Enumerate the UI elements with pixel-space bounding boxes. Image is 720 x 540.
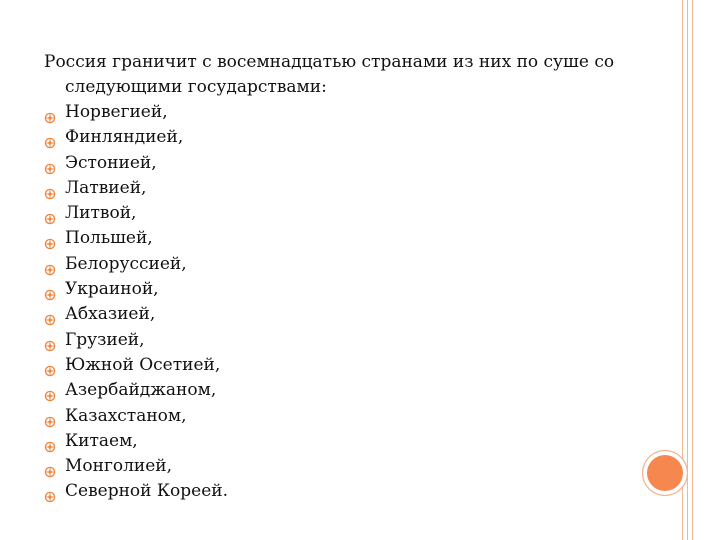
- bullet-icon: [44, 233, 56, 245]
- right-border-line: [692, 0, 693, 540]
- list-item: [44, 479, 664, 504]
- list-item-label: Литвой,: [65, 203, 137, 224]
- list-item: [44, 328, 664, 353]
- bullet-icon: [44, 461, 56, 473]
- list-item: [44, 176, 664, 201]
- list-item-label: Норвегией,: [65, 102, 168, 122]
- bullet-icon: [44, 385, 56, 397]
- list-item: [44, 151, 664, 176]
- list-item: [44, 302, 664, 327]
- list-item: [44, 252, 664, 277]
- bullet-icon: [44, 411, 56, 423]
- list-item-label: Китаем,: [65, 430, 138, 451]
- list-item-label: Азербайджаном,: [65, 380, 217, 401]
- list-item: [44, 454, 664, 479]
- list-item-label: Южной Осетией,: [65, 354, 221, 375]
- list-item: [44, 353, 664, 378]
- bullet-icon: [44, 132, 56, 144]
- list-item-label: Монголией,: [65, 456, 173, 477]
- slide-text: [44, 50, 664, 505]
- list-item-label: Финляндией,: [65, 127, 184, 148]
- bullet-icon: [44, 309, 56, 321]
- bullet-icon: [44, 107, 56, 119]
- intro-paragraph: Россия граничит с восемнадцатью странами из них по суше со следующими государствами:: [44, 52, 615, 97]
- list-item: [44, 378, 664, 403]
- list-item-label: Украиной,: [65, 279, 159, 300]
- list-item: [44, 226, 664, 251]
- list-item-label: Казахстаном,: [65, 405, 187, 426]
- list-item: [44, 429, 664, 454]
- list-item: [44, 125, 664, 150]
- bullet-icon: [44, 436, 56, 448]
- right-border-line: [687, 0, 688, 540]
- list-item-label: Белоруссией,: [65, 253, 187, 274]
- list-item: [44, 100, 664, 125]
- list-item: [44, 201, 664, 226]
- bullet-icon: [44, 183, 56, 195]
- list-item-label: Абхазией,: [65, 304, 156, 325]
- country-list: [44, 100, 664, 505]
- bullet-icon: [44, 360, 56, 372]
- list-item-label: Польшей,: [65, 228, 153, 249]
- list-item-label: Северной Кореей.: [65, 481, 229, 502]
- bullet-icon: [44, 486, 56, 498]
- list-item-label: Эстонией,: [65, 152, 157, 173]
- list-item-label: Грузией,: [65, 329, 145, 350]
- bullet-icon: [44, 259, 56, 271]
- bullet-icon: [44, 284, 56, 296]
- list-item: [44, 404, 664, 429]
- list-item-label: Латвией,: [65, 177, 147, 198]
- list-item: [44, 277, 664, 302]
- bullet-icon: [44, 335, 56, 347]
- bullet-icon: [44, 158, 56, 170]
- bullet-icon: [44, 208, 56, 220]
